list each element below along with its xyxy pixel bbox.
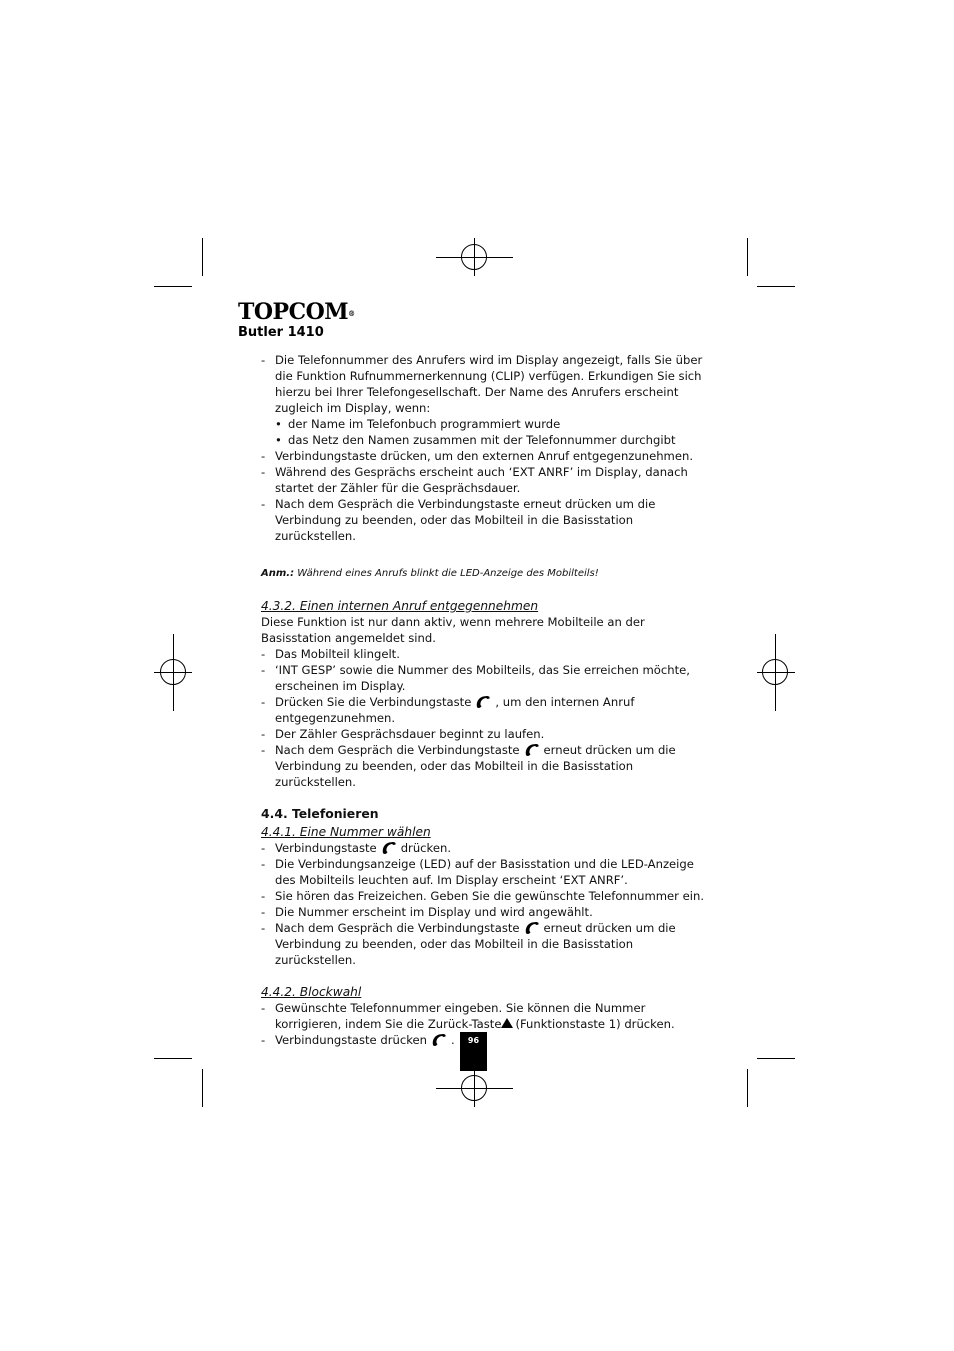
list-item: - Das Mobilteil klingelt. [261,646,706,662]
note: Anm.: Während eines Anrufs blinkt die LED-Anzeige des Mobilteils! [261,568,599,579]
list-item: - Die Verbindungsanzeige (LED) auf der Basisstation und die LED-Anzeige des Mobilteils leuchten auf. Im Display erscheint ‘EXT ANRF’. [261,856,706,888]
registration-circle [461,244,487,270]
list-item: - Drücken Sie die Verbindungstaste , um den internen Anruf entgegenzunehmen. [261,694,706,726]
manual-content [261,352,706,1048]
list-item: - Der Zähler Gesprächsdauer beginnt zu laufen. [261,726,706,742]
bullet-item: • das Netz den Namen zusammen mit der Telefonnummer durchgibt [261,432,706,448]
registration-circle [160,659,186,685]
handset-icon [381,841,397,854]
list-item: - ‘INT GESP’ sowie die Nummer des Mobilteils, das Sie erreichen möchte, erscheinen im Display. [261,662,706,694]
model-name: Butler 1410 [238,325,324,340]
page-number: 96 [460,1032,487,1071]
crop-mark [757,286,795,287]
registration-circle [461,1075,487,1101]
section-intro: Diese Funktion ist nur dann aktiv, wenn mehrere Mobilteile an der Basisstation angemeldet sind. [261,615,645,645]
crop-mark [202,1069,203,1107]
brand-name: TOPCOM® [238,299,355,325]
bullet-item: • der Name im Telefonbuch programmiert wurde [261,416,706,432]
crop-mark [154,1058,192,1059]
triangle-up-icon [501,1018,513,1028]
list-item: - Gewünschte Telefonnummer eingeben. Sie können die Nummer korrigieren, indem Sie die Zurück-Taste (Funktionstaste 1) drücken. [261,1000,706,1032]
list-item: - Die Telefonnummer des Anrufers wird im Display angezeigt, falls Sie über die Funktion Rufnummernerkennung (CLIP) verfügen. Erkundigen Sie sich hierzu bei Ihrer Telefongesellschaft. Der Name des Anrufers erscheint zugleich im Display, wenn: [261,352,706,416]
list-item: - Nach dem Gespräch die Verbindungstaste erneut drücken um die Verbindung zu beenden, oder das Mobilteil in die Basisstation zurückstellen. [261,496,706,544]
handset-icon [431,1033,447,1046]
list-item: - Verbindungstaste drücken. [261,840,706,856]
crop-mark [154,286,192,287]
list-item: - Verbindungstaste drücken, um den externen Anruf entgegenzunehmen. [261,448,706,464]
list-item: - Nach dem Gespräch die Verbindungstaste erneut drücken um die Verbindung zu beenden, oder das Mobilteil in die Basisstation zurückstellen. [261,920,706,968]
registration-circle [762,659,788,685]
section-title-441: 4.4.1. Eine Nummer wählen [261,825,431,839]
list-item: - Sie hören das Freizeichen. Geben Sie die gewünschte Telefonnummer ein. [261,888,706,904]
list-item: - Verbindungstaste drücken . [261,1032,706,1048]
crop-mark [747,1069,748,1107]
handset-icon [524,921,540,934]
handset-icon [475,695,491,708]
crop-mark [757,1058,795,1059]
crop-mark [747,238,748,276]
list-item: - Nach dem Gespräch die Verbindungstaste erneut drücken um die Verbindung zu beenden, oder das Mobilteil in die Basisstation zurückstellen. [261,742,706,790]
section-title-44: 4.4. Telefonieren [261,806,379,821]
list-item: - Die Nummer erscheint im Display und wird angewählt. [261,904,706,920]
section-title-432: 4.3.2. Einen internen Anruf entgegennehmen [261,599,539,613]
crop-mark [202,238,203,276]
brand-logo [238,300,355,340]
list-item: - Während des Gesprächs erscheint auch ‘EXT ANRF’ im Display, danach startet der Zähler für die Gesprächsdauer. [261,464,706,496]
section-title-442: 4.4.2. Blockwahl [261,985,362,999]
handset-icon [524,743,540,756]
